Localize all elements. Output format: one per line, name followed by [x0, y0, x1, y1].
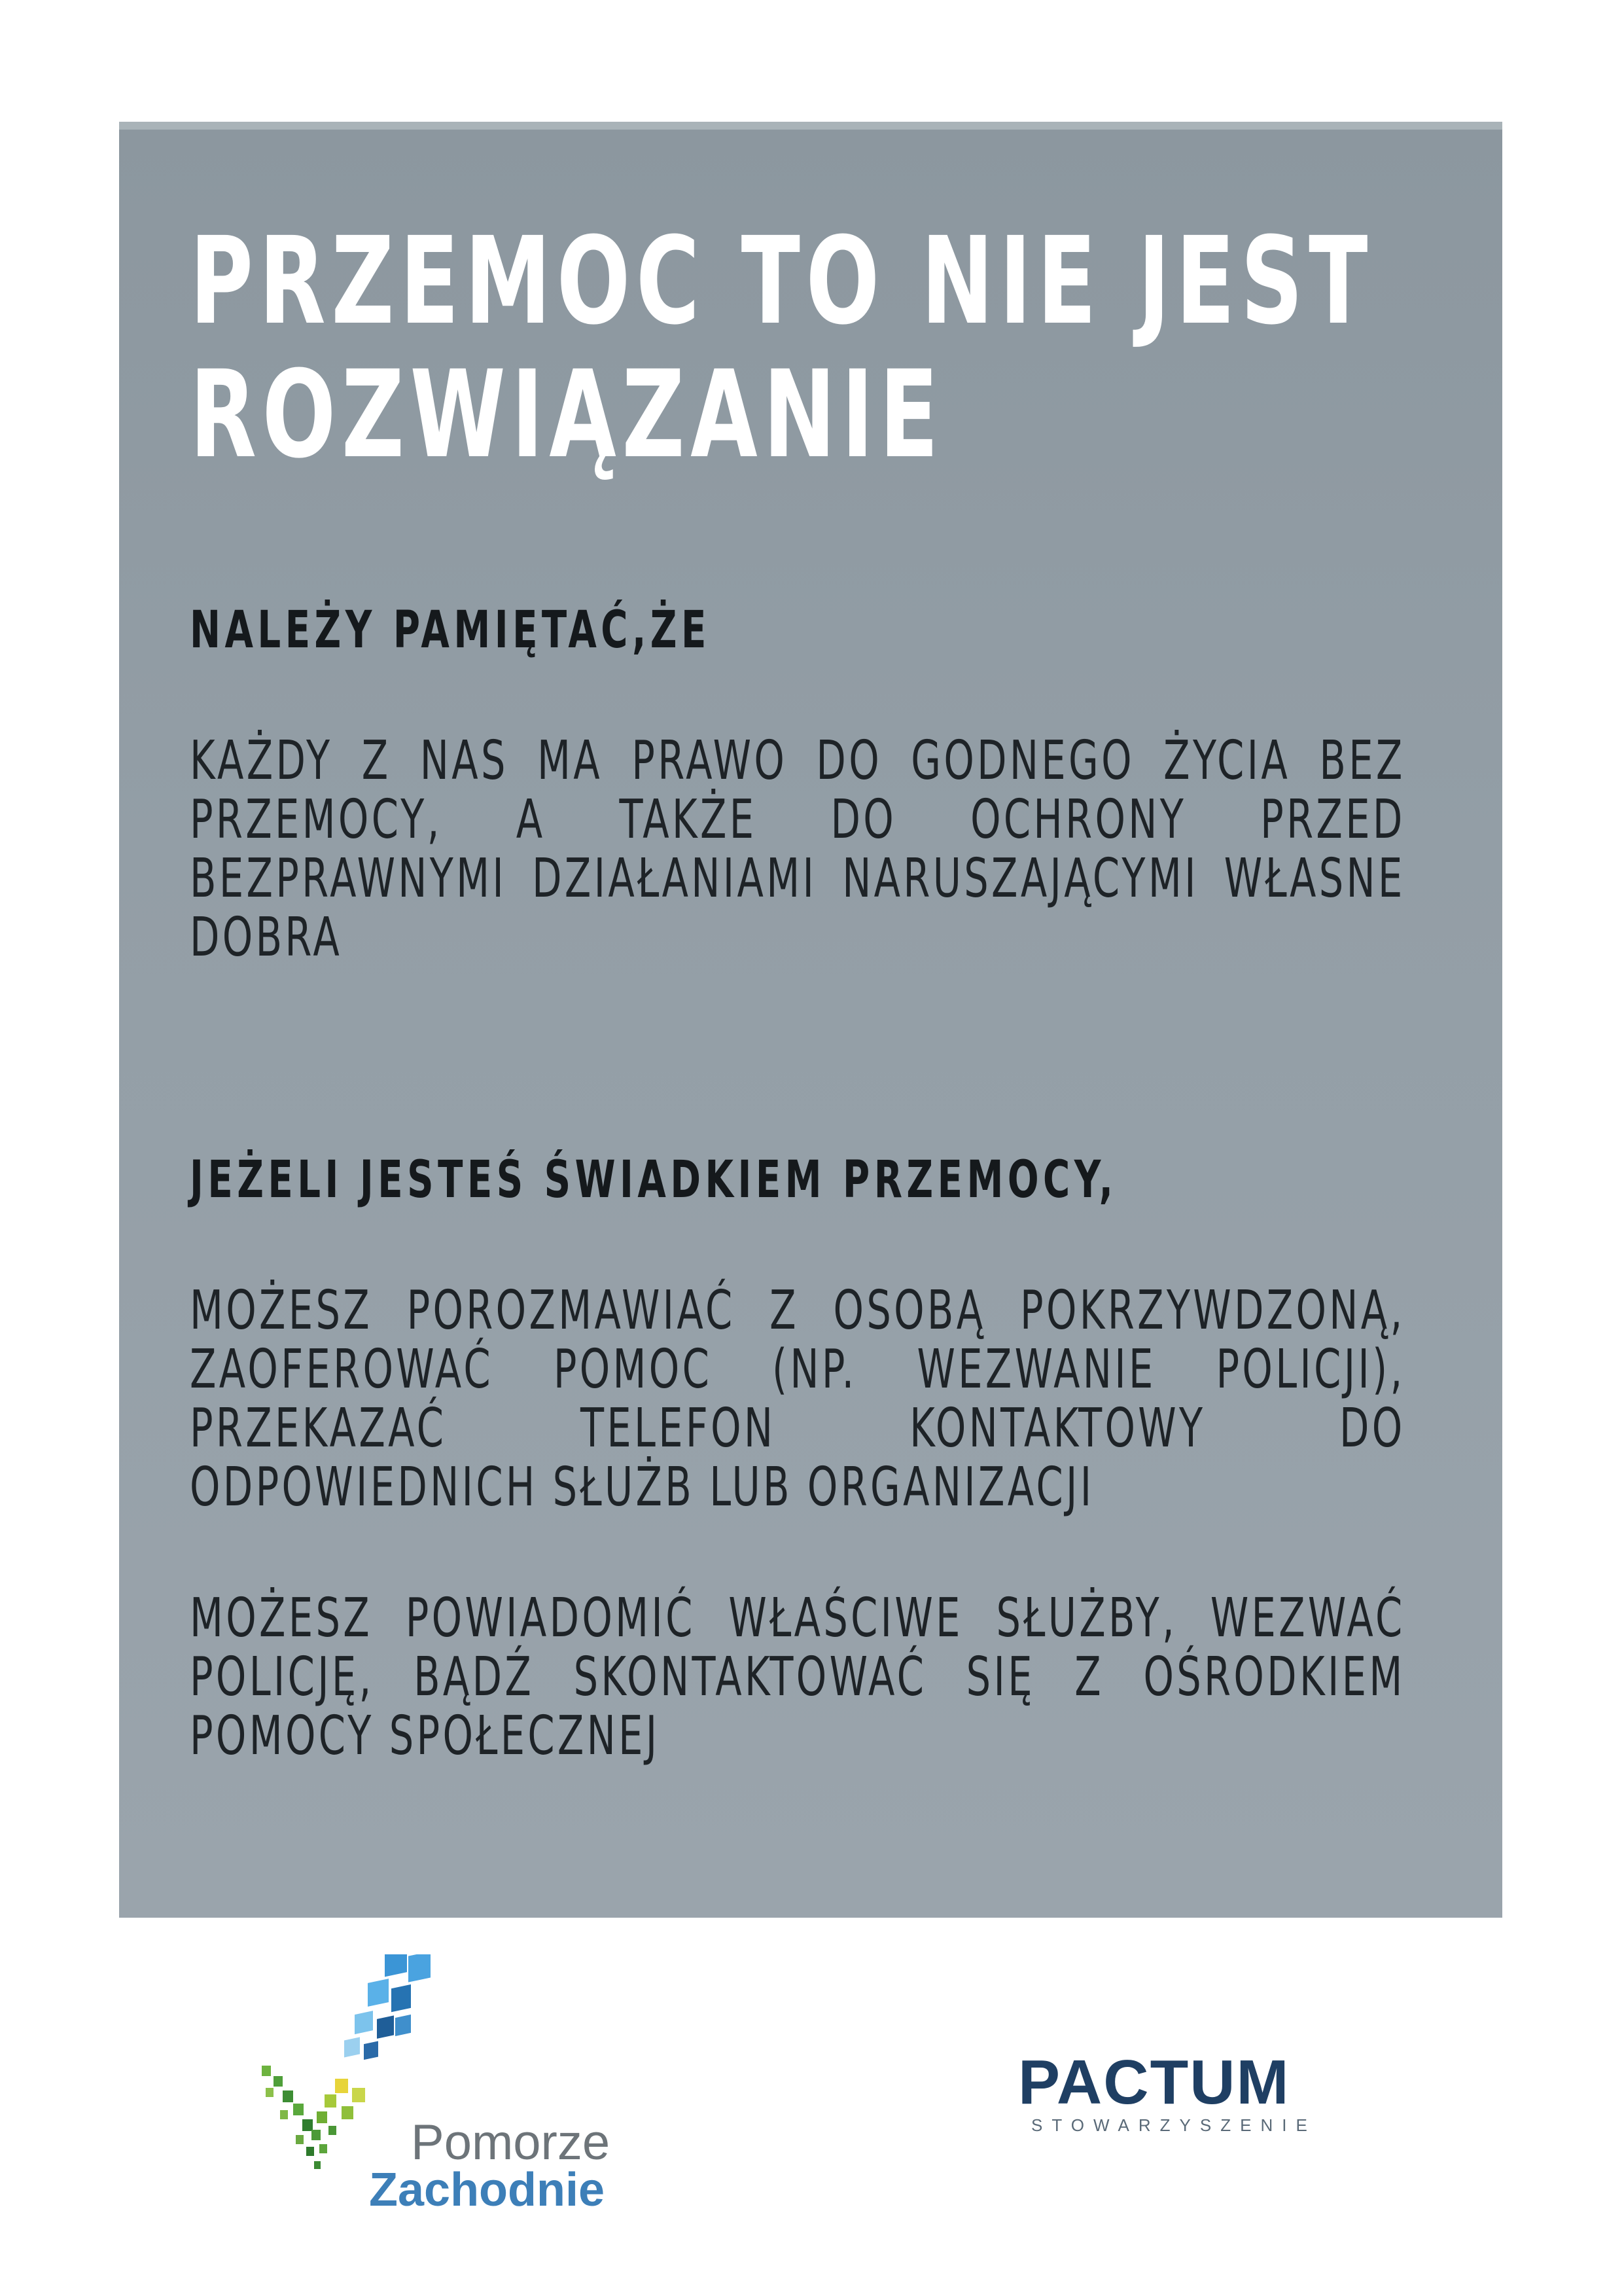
- pomorze-zachodnie-checkmark-icon: [256, 1954, 433, 2190]
- pactum-logo: [1018, 2047, 1332, 2148]
- poster-panel: [119, 122, 1502, 1918]
- paragraph-rights: KAŻDY Z NAS MA PRAWO DO GODNEGO ŻYCIA BEZ PRZEMOCY, A TAKŻE DO OCHRONY PRZED BEZPRAWNYMI DZIAŁANIAMI NARUSZAJĄCYMI WŁASNE DOBRA: [190, 730, 1405, 969]
- poster-title-line-2: ROZWIĄZANIE: [190, 345, 944, 485]
- pactum-logo-name: PACTUM: [1018, 2047, 1290, 2117]
- poster-title-line-1: PRZEMOC TO NIE JEST: [190, 211, 1374, 351]
- paragraph-talk-help: MOŻESZ POROZMAWIAĆ Z OSOBĄ POKRZYWDZONĄ, ZAOFEROWAĆ POMOC (NP. WEZWANIE POLICJI), PRZEKAZAĆ TELEFON KONTAKTOWY DO ODPOWIEDNICH SŁUŻB LUB ORGANIZACJI: [190, 1280, 1405, 1518]
- pactum-logo-subtitle: STOWARZYSZENIE: [1031, 2115, 1316, 2135]
- paragraph-notify-services: MOŻESZ POWIADOMIĆ WŁAŚCIWE SŁUŻBY, WEZWAĆ POLICJĘ, BĄDŹ SKONTAKTOWAĆ SIĘ Z OŚRODKIEM POMOCY SPOŁECZNEJ: [190, 1587, 1405, 1767]
- pomorze-logo-text: Pomorze: [411, 2115, 610, 2170]
- section-heading-remember: NALEŻY PAMIĘTAĆ,ŻE: [190, 601, 711, 660]
- pomorze-zachodnie-logo: [256, 1954, 623, 2216]
- poster-title: [190, 211, 1374, 485]
- zachodnie-logo-text: Zachodnie: [369, 2164, 605, 2216]
- section-heading-witness: JEŻELI JESTEŚ ŚWIADKIEM PRZEMOCY,: [190, 1151, 1118, 1210]
